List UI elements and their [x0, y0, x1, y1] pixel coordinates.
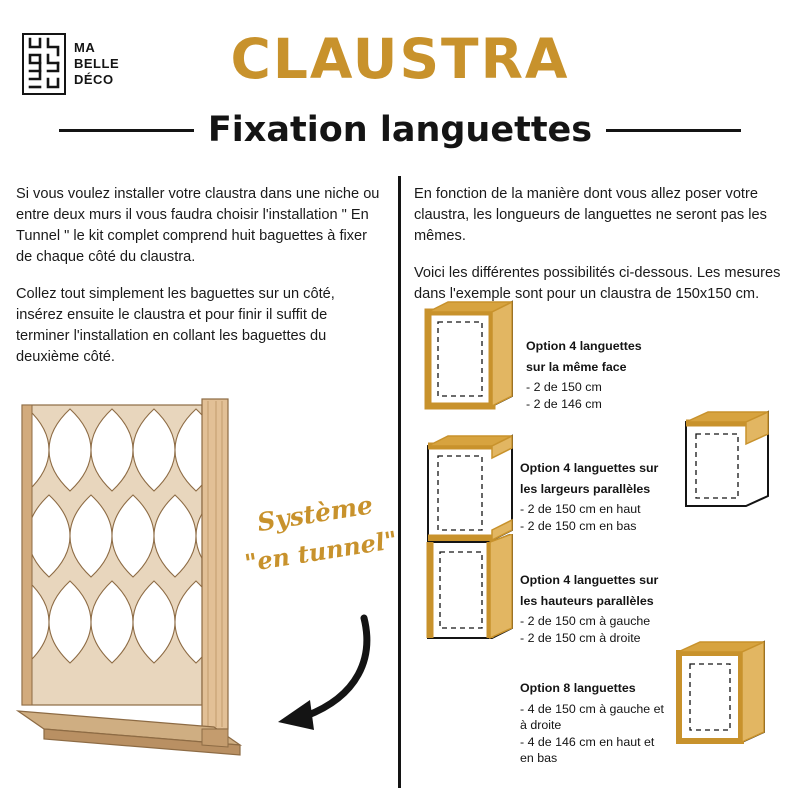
divider-left	[59, 129, 194, 132]
page-subtitle: Fixation languettes	[207, 110, 593, 150]
curved-arrow-icon	[248, 612, 378, 742]
option-1-text	[526, 338, 698, 412]
option-2-title-line-1: Option 4 languettes sur	[520, 461, 659, 475]
right-column-text	[414, 184, 786, 305]
option-2-line-2: - 2 de 150 cm en bas	[520, 518, 637, 533]
option-3-title-line-2: les hauteurs parallèles	[520, 593, 654, 608]
option-4-line-4: en bas	[520, 751, 558, 765]
right-paragraph-1: En fonction de la manière dont vous allez poser votre claustra, les longueurs de languettes ne seront pas les mêmes.	[414, 186, 767, 244]
left-column-text	[16, 184, 384, 368]
diagram-option-parallel-heights	[414, 534, 534, 669]
left-paragraph-1: Si vous voulez installer votre claustra dans une niche ou entre deux murs il vous faudra choisir l'installation " En Tunnel " le kit complet comprend huit baguettes à fixer de chaque côté du claustra.	[16, 186, 380, 265]
option-1-title-line-1: Option 4 languettes	[526, 339, 642, 353]
option-2-line-1: - 2 de 150 cm en haut	[520, 502, 641, 516]
column-divider	[398, 176, 401, 788]
callout-line-1: Système	[255, 490, 375, 538]
diagram-side-eight-tabs	[664, 640, 788, 777]
tunnel-system-callout	[233, 483, 403, 583]
option-3-line-2: - 2 de 150 cm à droite	[520, 630, 641, 645]
left-paragraph-2: Collez tout simplement les baguettes sur un côté, insérez ensuite le claustra et pour finir il suffit de terminer l'installation en collant les baguettes du deuxième côté.	[16, 286, 335, 365]
option-3-text	[520, 572, 692, 646]
option-1-line-1: - 2 de 150 cm	[526, 380, 602, 394]
diagram-option-same-face	[414, 300, 534, 433]
option-2-title-line-2: les largeurs parallèles	[520, 481, 651, 496]
claustra-panel-illustration	[8, 395, 258, 770]
option-4-line-2: à droite	[520, 718, 562, 732]
brand-line-3: DÉCO	[74, 72, 114, 87]
brand-line-1: MA	[74, 40, 96, 55]
option-2-text	[520, 460, 692, 534]
option-4-title-line-1: Option 8 languettes	[520, 681, 636, 695]
divider-right	[606, 129, 741, 132]
option-3-title-line-1: Option 4 languettes sur	[520, 573, 659, 587]
diagram-side-parallel-widths	[672, 408, 788, 535]
option-4-line-1: - 4 de 150 cm à gauche et	[520, 701, 664, 716]
page-subtitle-row	[0, 108, 800, 152]
callout-line-2: "en tunnel"	[242, 524, 400, 578]
right-paragraph-2: Voici les différentes possibilités ci-dessous. Les mesures dans l'exemple sont pour un claustra de 150x150 cm.	[414, 265, 781, 302]
page-title: CLAUSTRA	[230, 27, 570, 91]
option-1-title-line-2: sur la même face	[526, 359, 627, 374]
brand-line-2: BELLE	[74, 56, 120, 71]
option-4-line-3: - 4 de 146 cm en haut et	[520, 734, 655, 749]
option-1-line-2: - 2 de 146 cm	[526, 396, 602, 411]
option-3-line-1: - 2 de 150 cm à gauche	[520, 614, 651, 628]
